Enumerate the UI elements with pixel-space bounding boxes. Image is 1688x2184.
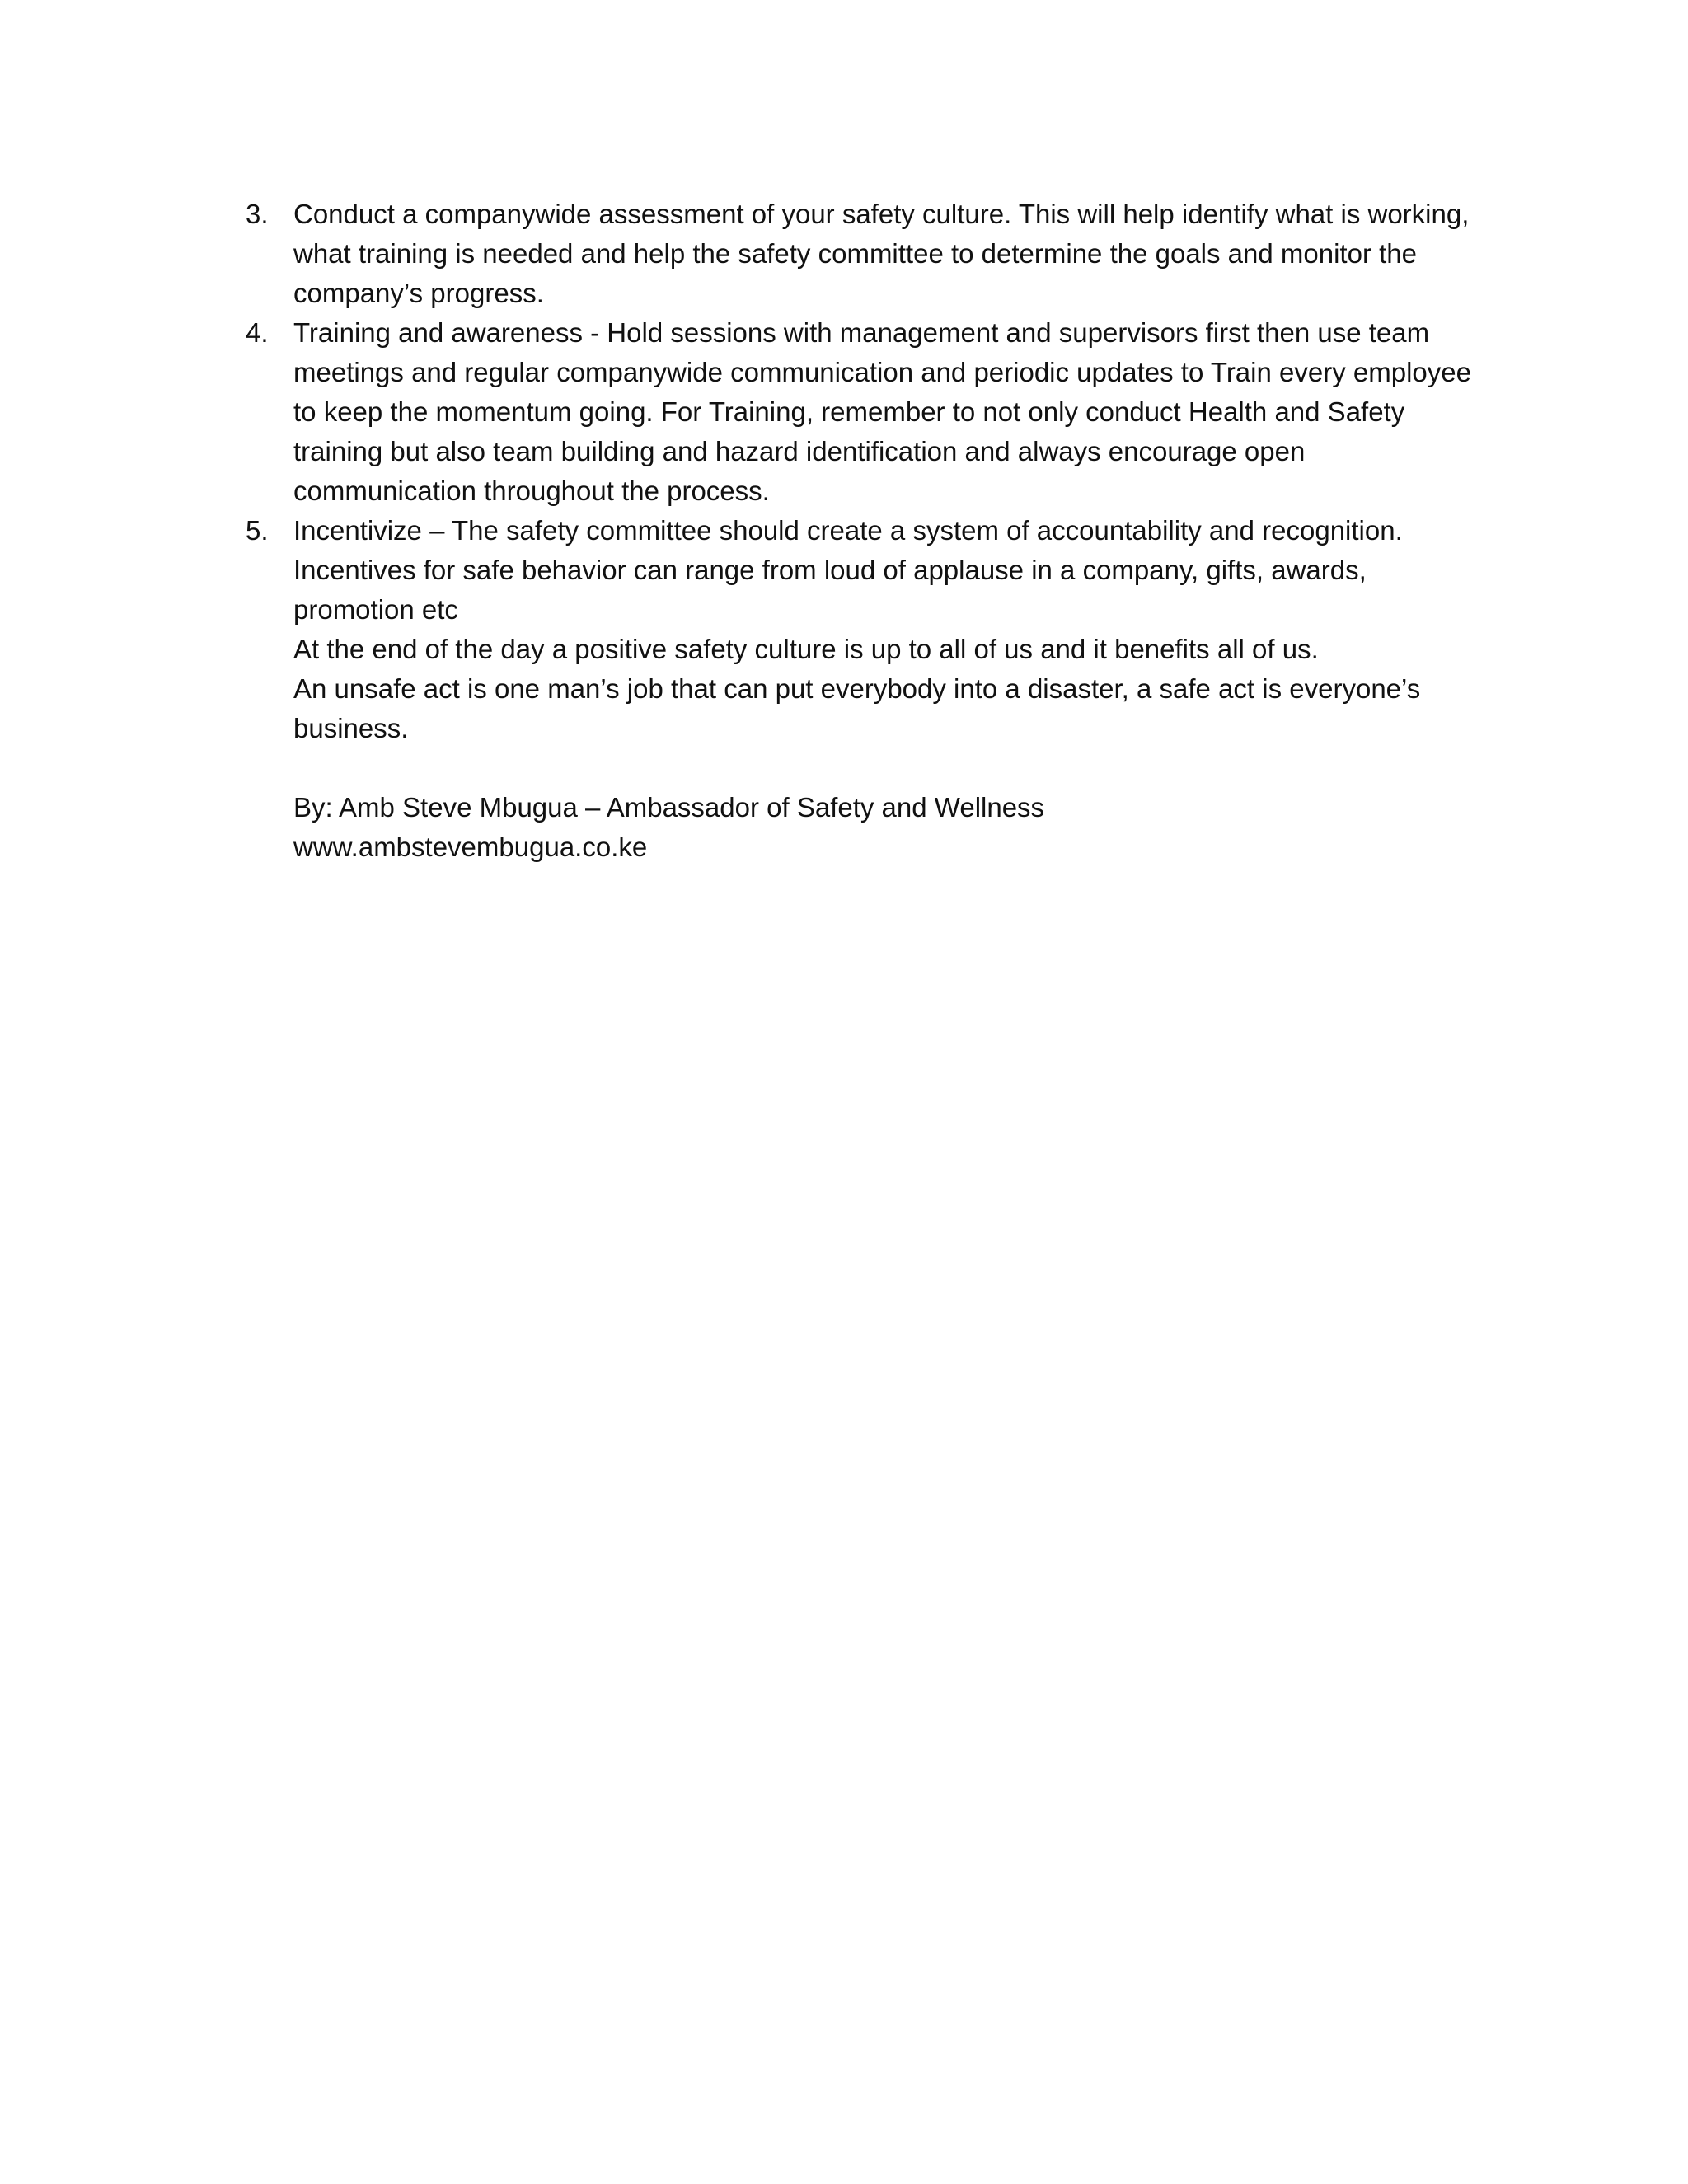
list-text: Conduct a companywide assessment of your safety culture. This will help identify what is working, what training is needed and help the safety committee to determine the goals and monitor the company’s progress. [293, 199, 1470, 308]
list-number: 5. [246, 515, 269, 546]
list-item-3 [246, 194, 1490, 313]
list-item-4 [246, 313, 1490, 511]
list-number: 3. [246, 199, 269, 229]
list-text: Training and awareness - Hold sessions with management and supervisors first then use team meetings and regular companywide communication and periodic updates to Train every employee to keep the momentum going. For Training, remember to not only conduct Health and Safety training but also team building and hazard identification and always encourage open communication throughout the process. [293, 317, 1471, 506]
list-text: Incentivize – The safety committee should create a system of accountability and recognition. Incentives for safe behavior can range from loud of applause in a company, gifts, awards, promotion etc [293, 515, 1403, 625]
closing-paragraph-2: An unsafe act is one man’s job that can put everybody into a disaster, a safe act is everyone’s business. [293, 673, 1421, 743]
closing-paragraph-1: At the end of the day a positive safety culture is up to all of us and it benefits all of us. [293, 634, 1319, 664]
byline-block [293, 788, 1490, 867]
list-body [293, 511, 1490, 748]
list-number: 4. [246, 317, 269, 348]
author-byline: By: Amb Steve Mbugua – Ambassador of Safety and Wellness [293, 792, 1045, 823]
list-item-5 [246, 511, 1490, 748]
document-content [246, 194, 1490, 867]
website-link[interactable]: www.ambstevembugua.co.ke [293, 832, 648, 862]
